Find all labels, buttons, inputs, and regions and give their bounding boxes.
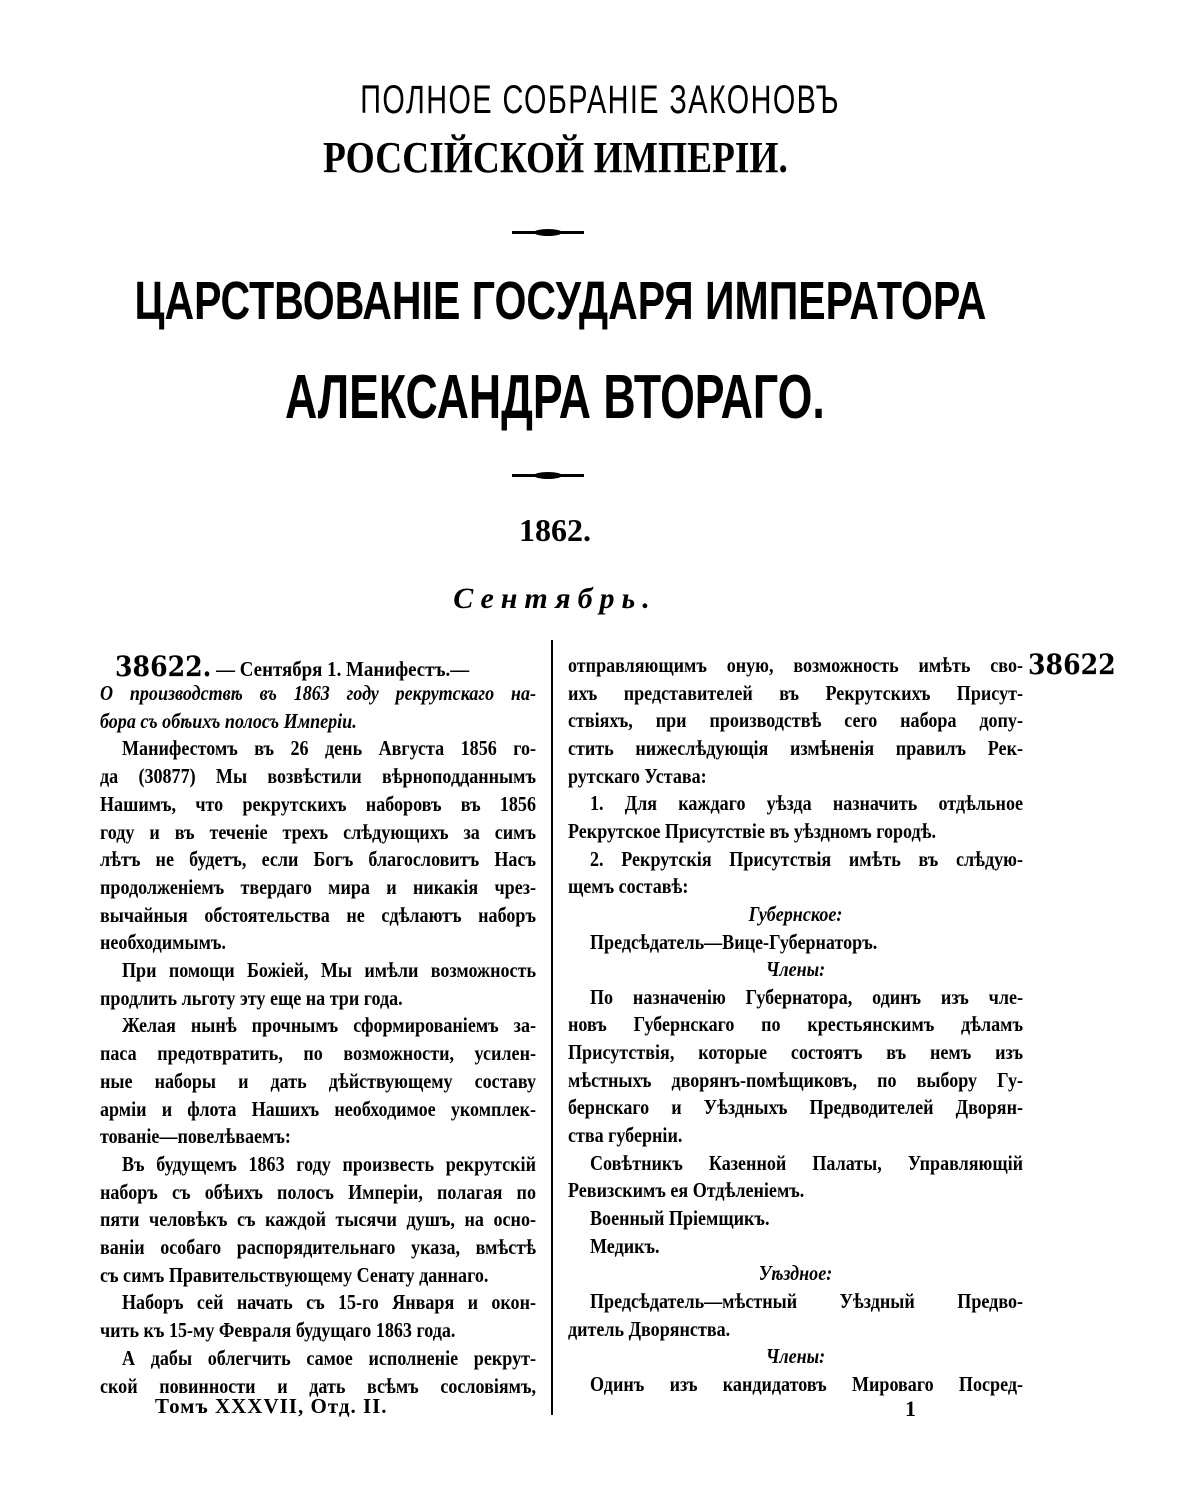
subheading-line: Уѣздное: bbox=[758, 1261, 833, 1286]
text-line: По назначенію Губернатора, одинъ изъ чле- bbox=[590, 984, 1023, 1009]
text-line: Наборъ сей начать съ 15-го Января и окон- bbox=[122, 1290, 536, 1315]
volume-footer: Томъ XXXVII, Отд. II. bbox=[155, 1394, 388, 1418]
text-line: новъ Губернскаго по крестьянскимъ дѣламъ bbox=[568, 1012, 1023, 1037]
text-line: бора съ обѣихъ полосъ Имперіи. bbox=[100, 708, 357, 733]
text-line: ихъ представителей въ Рекрутскихъ Присут- bbox=[568, 680, 1023, 705]
text-line: ваніи особаго распорядительнаго указа, вмѣстѣ bbox=[100, 1235, 536, 1259]
text-line: да (30877) Мы возвѣстили вѣрноподданнымъ bbox=[100, 764, 536, 789]
subheading-line: Губернское: bbox=[748, 901, 843, 926]
reign-title: ЦАРСТВОВАНІЕ ГОСУДАРЯ ИМПЕРАТОРА bbox=[134, 271, 987, 331]
text-line: Медикъ. bbox=[590, 1233, 660, 1258]
text-line: Желая нынѣ прочнымъ сформированіемъ за- bbox=[122, 1013, 536, 1038]
entry-title: — Сентября 1. Манифестъ.— bbox=[216, 657, 470, 681]
empire-title: РОССІЙСКОЙ ИМПЕРІИ. bbox=[322, 133, 788, 182]
text-line: дитель Дворянства. bbox=[568, 1316, 731, 1341]
text-line: году и въ теченіе трехъ слѣдующихъ за симъ bbox=[100, 819, 536, 844]
text-line: ствіяхъ, при производствѣ сего набора допу- bbox=[568, 708, 1023, 733]
text-line: Предсѣдатель—Вице-Губернаторъ. bbox=[590, 929, 878, 954]
margin-entry-number: 38622 bbox=[1028, 648, 1116, 681]
text-line: арміи и флота Нашихъ необходимое укомплек- bbox=[100, 1096, 536, 1121]
text-line: мѣстныхъ дворянъ-помѣщиковъ, по выбору Гу- bbox=[568, 1067, 1023, 1092]
text-line: продолженіемъ твердаго мира и никакія чрез- bbox=[100, 874, 536, 899]
text-line: Военный Пріемщикъ. bbox=[590, 1206, 770, 1230]
text-line: паса предотвратить, по возможности, усилен- bbox=[100, 1041, 536, 1066]
subheading-line: Члены: bbox=[765, 1344, 826, 1369]
text-line: лѣтъ не будетъ, если Богъ благословитъ Насъ bbox=[100, 847, 536, 872]
text-line: Совѣтникъ Казенной Палаты, Управляющій bbox=[590, 1150, 1023, 1175]
text-line: щемъ составѣ: bbox=[568, 874, 689, 899]
text-line: О производствѣ въ 1863 году рекрутскаго на- bbox=[100, 681, 536, 705]
text-line: Одинъ изъ кандидатовъ Мироваго Посред- bbox=[590, 1371, 1023, 1396]
text-line: рутскаго Устава: bbox=[568, 763, 707, 788]
text-line: продлить льготу эту еще на три года. bbox=[100, 985, 403, 1010]
emperor-name: АЛЕКСАНДРА ВТОРАГО. bbox=[285, 363, 825, 432]
text-line: Манифестомъ въ 26 день Августа 1856 го- bbox=[122, 736, 536, 761]
ornament-divider bbox=[512, 474, 584, 477]
entry-heading bbox=[115, 650, 469, 683]
text-line: ской повинности и дать всѣмъ сословіямъ, bbox=[100, 1373, 536, 1398]
text-line: 1. Для каждаго уѣзда назначить отдѣльное bbox=[590, 791, 1023, 816]
text-line: 2. Рекрутскія Присутствія имѣть въ слѣдую- bbox=[590, 846, 1023, 871]
text-line: пяти человѣкъ съ каждой тысячи душъ, на осно- bbox=[100, 1207, 536, 1232]
text-line: Въ будущемъ 1863 году произвесть рекрутскій bbox=[122, 1151, 536, 1176]
text-line: отправляющимъ оную, возможность имѣть сво- bbox=[568, 653, 1023, 677]
text-line: При помощи Божіей, Мы имѣли возможность bbox=[122, 958, 536, 982]
column-divider bbox=[551, 640, 553, 1415]
text-line: А дабы облегчить самое исполненіе рекрут- bbox=[122, 1345, 536, 1370]
entry-number: 38622. bbox=[115, 650, 212, 683]
text-line: Предсѣдатель—мѣстный Уѣздный Предво- bbox=[590, 1288, 1023, 1313]
text-line: наборъ съ обѣихъ полосъ Имперіи, полагая по bbox=[100, 1179, 536, 1204]
text-line: ства губерніи. bbox=[568, 1123, 683, 1148]
text-line: Рекрутское Присутствіе въ уѣздномъ городѣ. bbox=[568, 818, 937, 843]
text-line: съ симъ Правительствующему Сенату даннаго. bbox=[100, 1262, 489, 1287]
text-line: бернскаго и Уѣздныхъ Предводителей Дворян- bbox=[568, 1095, 1023, 1120]
page-number: 1 bbox=[905, 1396, 916, 1421]
text-line: Присутствія, которые состоятъ въ немъ изъ bbox=[568, 1040, 1023, 1065]
collection-title: ПОЛНОЕ СОБРАНІЕ ЗАКОНОВЪ bbox=[360, 78, 840, 122]
text-line: стить нижеслѣдующія измѣненія правилъ Рек- bbox=[568, 735, 1023, 760]
text-line: тованіе—повелѣваемъ: bbox=[100, 1124, 291, 1149]
text-line: Нашимъ, что рекрутскихъ наборовъ въ 1856 bbox=[100, 791, 536, 816]
text-line: ные наборы и дать дѣйствующему составу bbox=[100, 1068, 536, 1093]
text-line: необходимымъ. bbox=[100, 930, 226, 955]
text-line: Ревизскимъ ея Отдѣленіемъ. bbox=[568, 1178, 805, 1203]
text-line: вычайныя обстоятельства не сдѣлаютъ наборъ bbox=[100, 902, 536, 927]
ornament-divider bbox=[512, 231, 584, 234]
year-heading: 1862. bbox=[519, 512, 591, 548]
month-heading: Сентябрь. bbox=[453, 582, 657, 615]
text-line: чить къ 15-му Февраля будущаго 1863 года. bbox=[100, 1318, 456, 1343]
subheading-line: Члены: bbox=[765, 957, 826, 982]
